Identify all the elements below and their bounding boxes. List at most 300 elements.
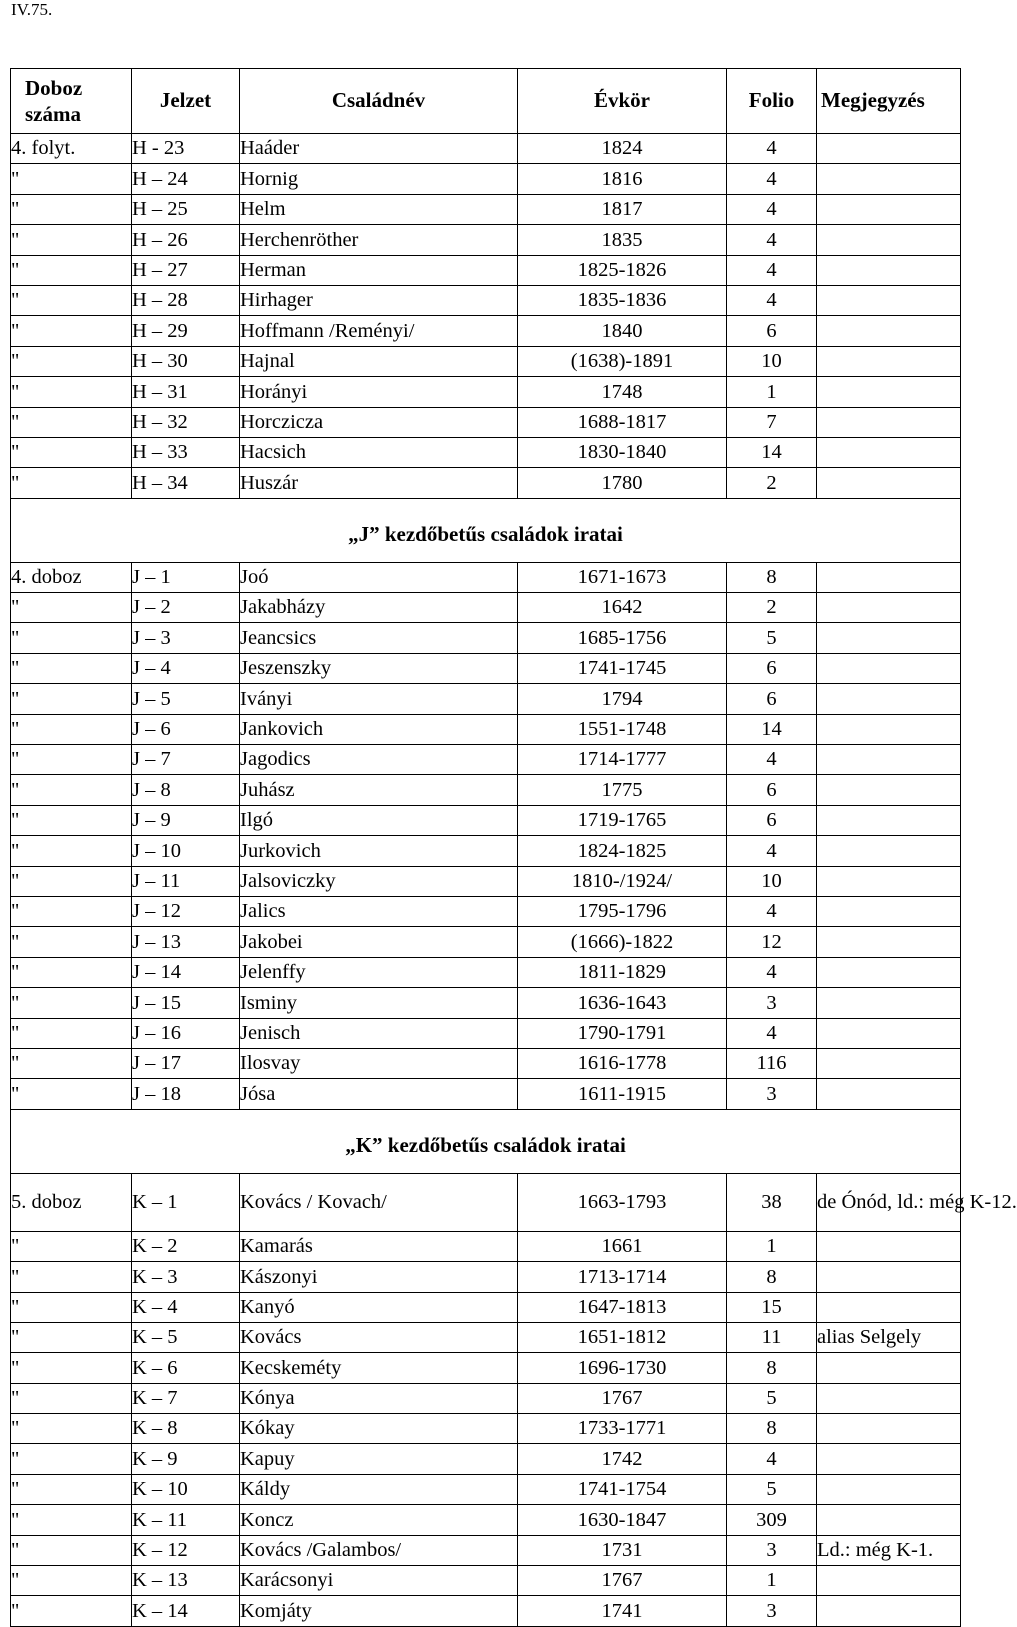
evkor-cell: 1780	[518, 468, 727, 498]
section-heading: „K” kezdőbetűs családok iratai	[11, 1109, 961, 1173]
csaladnev-cell: Kovács /Galambos/	[240, 1535, 518, 1565]
jelzet-cell: J – 16	[132, 1018, 240, 1048]
table-row	[11, 1262, 961, 1292]
csaladnev-cell: Jalics	[240, 896, 518, 926]
section-heading: „J” kezdőbetűs családok iratai	[11, 498, 961, 562]
doboz-cell: "	[11, 1231, 132, 1261]
folio-cell: 1	[727, 377, 817, 407]
table-row	[11, 1018, 961, 1048]
folio-cell: 4	[727, 1018, 817, 1048]
csaladnev-cell: Kovács	[240, 1322, 518, 1352]
folio-cell: 6	[727, 805, 817, 835]
col-header-megjegyzes: Megjegyzés	[817, 69, 961, 134]
jelzet-cell: H – 28	[132, 285, 240, 315]
jelzet-cell: J – 4	[132, 653, 240, 683]
megjegyzes-cell	[817, 407, 961, 437]
folio-cell: 15	[727, 1292, 817, 1322]
csaladnev-cell: Kovács / Kovach/	[240, 1173, 518, 1231]
folio-cell: 4	[727, 225, 817, 255]
doboz-cell: "	[11, 623, 132, 653]
table-row	[11, 164, 961, 194]
doboz-cell: "	[11, 1262, 132, 1292]
evkor-cell: 1630-1847	[518, 1505, 727, 1535]
evkor-cell: 1719-1765	[518, 805, 727, 835]
doboz-cell: "	[11, 285, 132, 315]
evkor-cell: (1638)-1891	[518, 346, 727, 376]
jelzet-cell: K – 12	[132, 1535, 240, 1565]
folio-cell: 4	[727, 134, 817, 164]
csaladnev-cell: Juhász	[240, 775, 518, 805]
doboz-cell: "	[11, 805, 132, 835]
evkor-cell: 1651-1812	[518, 1322, 727, 1352]
folio-cell: 6	[727, 316, 817, 346]
csaladnev-cell: Herchenröther	[240, 225, 518, 255]
table-row	[11, 623, 961, 653]
doboz-cell: "	[11, 1353, 132, 1383]
doboz-cell: "	[11, 684, 132, 714]
megjegyzes-cell	[817, 1414, 961, 1444]
evkor-cell: 1748	[518, 377, 727, 407]
evkor-cell: 1824	[518, 134, 727, 164]
jelzet-cell: J – 14	[132, 957, 240, 987]
doboz-cell: "	[11, 1596, 132, 1626]
jelzet-cell: J – 1	[132, 562, 240, 592]
doboz-cell: "	[11, 866, 132, 896]
table-row	[11, 1322, 961, 1352]
jelzet-cell: J – 11	[132, 866, 240, 896]
table-row	[11, 562, 961, 592]
megjegyzes-cell	[817, 1566, 961, 1596]
csaladnev-cell: Jalsoviczky	[240, 866, 518, 896]
doboz-cell: "	[11, 1505, 132, 1535]
csaladnev-cell: Jurkovich	[240, 836, 518, 866]
megjegyzes-cell	[817, 377, 961, 407]
evkor-cell: 1685-1756	[518, 623, 727, 653]
doboz-cell: "	[11, 1444, 132, 1474]
jelzet-cell: K – 1	[132, 1173, 240, 1231]
jelzet-cell: K – 10	[132, 1474, 240, 1504]
table-row	[11, 1566, 961, 1596]
evkor-cell: 1742	[518, 1444, 727, 1474]
folio-cell: 11	[727, 1322, 817, 1352]
folio-cell: 4	[727, 194, 817, 224]
doboz-cell: "	[11, 1292, 132, 1322]
jelzet-cell: H – 26	[132, 225, 240, 255]
jelzet-cell: J – 9	[132, 805, 240, 835]
doboz-cell: "	[11, 745, 132, 775]
csaladnev-cell: Kónya	[240, 1383, 518, 1413]
megjegyzes-cell	[817, 1048, 961, 1078]
megjegyzes-cell	[817, 684, 961, 714]
folio-cell: 4	[727, 255, 817, 285]
folio-cell: 4	[727, 285, 817, 315]
table-row	[11, 407, 961, 437]
jelzet-cell: H – 27	[132, 255, 240, 285]
table-row	[11, 255, 961, 285]
doboz-cell: "	[11, 988, 132, 1018]
table-row	[11, 896, 961, 926]
evkor-cell: 1825-1826	[518, 255, 727, 285]
megjegyzes-cell	[817, 896, 961, 926]
evkor-cell: 1696-1730	[518, 1353, 727, 1383]
doboz-cell: "	[11, 1566, 132, 1596]
csaladnev-cell: Jelenffy	[240, 957, 518, 987]
col-header-evkor: Évkör	[518, 69, 727, 134]
table-row	[11, 468, 961, 498]
csaladnev-cell: Jeszenszky	[240, 653, 518, 683]
csaladnev-cell: Ilgó	[240, 805, 518, 835]
jelzet-cell: H - 23	[132, 134, 240, 164]
table-row	[11, 1505, 961, 1535]
folio-cell: 2	[727, 593, 817, 623]
megjegyzes-cell	[817, 194, 961, 224]
csaladnev-cell: Jankovich	[240, 714, 518, 744]
table-row	[11, 684, 961, 714]
folio-cell: 4	[727, 1444, 817, 1474]
doboz-cell: "	[11, 896, 132, 926]
folio-cell: 10	[727, 866, 817, 896]
doboz-cell: "	[11, 377, 132, 407]
evkor-cell: 1816	[518, 164, 727, 194]
doboz-cell: "	[11, 164, 132, 194]
csaladnev-cell: Ilosvay	[240, 1048, 518, 1078]
folio-cell: 1	[727, 1566, 817, 1596]
doboz-cell: "	[11, 255, 132, 285]
doboz-cell: "	[11, 836, 132, 866]
col-header-doboz: Doboz száma	[11, 69, 132, 134]
doboz-cell: "	[11, 407, 132, 437]
megjegyzes-cell: alias Selgely	[817, 1322, 961, 1352]
table-row	[11, 1444, 961, 1474]
evkor-cell: 1767	[518, 1383, 727, 1413]
megjegyzes-cell	[817, 988, 961, 1018]
megjegyzes-cell	[817, 745, 961, 775]
csaladnev-cell: Herman	[240, 255, 518, 285]
megjegyzes-cell	[817, 775, 961, 805]
jelzet-cell: K – 9	[132, 1444, 240, 1474]
section-heading-row	[11, 498, 961, 562]
megjegyzes-cell	[817, 1262, 961, 1292]
page-number: IV.75.	[11, 0, 53, 19]
jelzet-cell: J – 15	[132, 988, 240, 1018]
csaladnev-cell: Jeancsics	[240, 623, 518, 653]
folio-cell: 309	[727, 1505, 817, 1535]
folio-cell: 1	[727, 1231, 817, 1261]
megjegyzes-cell: de Ónód, ld.: még K-12.	[817, 1173, 961, 1231]
table-row	[11, 1383, 961, 1413]
folio-cell: 6	[727, 684, 817, 714]
jelzet-cell: H – 30	[132, 346, 240, 376]
megjegyzes-cell	[817, 346, 961, 376]
jelzet-cell: H – 24	[132, 164, 240, 194]
folio-cell: 3	[727, 1596, 817, 1626]
folio-cell: 8	[727, 1262, 817, 1292]
folio-cell: 2	[727, 468, 817, 498]
csaladnev-cell: Karácsonyi	[240, 1566, 518, 1596]
col-header-csaladnev: Családnév	[240, 69, 518, 134]
jelzet-cell: J – 18	[132, 1079, 240, 1109]
folio-cell: 3	[727, 1535, 817, 1565]
table-row	[11, 714, 961, 744]
csaladnev-cell: Hirhager	[240, 285, 518, 315]
table-row	[11, 1596, 961, 1626]
evkor-cell: 1714-1777	[518, 745, 727, 775]
folio-cell: 12	[727, 927, 817, 957]
folio-cell: 6	[727, 653, 817, 683]
doboz-cell: "	[11, 1535, 132, 1565]
megjegyzes-cell	[817, 593, 961, 623]
evkor-cell: 1741	[518, 1596, 727, 1626]
table-row	[11, 1079, 961, 1109]
megjegyzes-cell	[817, 623, 961, 653]
col-header-folio: Folio	[727, 69, 817, 134]
csaladnev-cell: Jakobei	[240, 927, 518, 957]
megjegyzes-cell	[817, 1353, 961, 1383]
megjegyzes-cell	[817, 1474, 961, 1504]
megjegyzes-cell	[817, 1292, 961, 1322]
megjegyzes-cell	[817, 836, 961, 866]
table-row	[11, 285, 961, 315]
jelzet-cell: K – 11	[132, 1505, 240, 1535]
megjegyzes-cell	[817, 1596, 961, 1626]
csaladnev-cell: Jósa	[240, 1079, 518, 1109]
evkor-cell: 1642	[518, 593, 727, 623]
jelzet-cell: H – 33	[132, 437, 240, 467]
csaladnev-cell: Kanyó	[240, 1292, 518, 1322]
catalog-table	[10, 68, 1017, 1627]
megjegyzes-cell	[817, 1231, 961, 1261]
col-header-jelzet: Jelzet	[132, 69, 240, 134]
megjegyzes-cell	[817, 468, 961, 498]
folio-cell: 3	[727, 988, 817, 1018]
csaladnev-cell: Hacsich	[240, 437, 518, 467]
megjegyzes-cell	[817, 1018, 961, 1048]
megjegyzes-cell	[817, 437, 961, 467]
evkor-cell: 1811-1829	[518, 957, 727, 987]
folio-cell: 10	[727, 346, 817, 376]
megjegyzes-cell	[817, 225, 961, 255]
megjegyzes-cell	[817, 285, 961, 315]
csaladnev-cell: Joó	[240, 562, 518, 592]
csaladnev-cell: Káldy	[240, 1474, 518, 1504]
evkor-cell: 1616-1778	[518, 1048, 727, 1078]
jelzet-cell: K – 6	[132, 1353, 240, 1383]
evkor-cell: 1647-1813	[518, 1292, 727, 1322]
doboz-cell: 5. doboz	[11, 1173, 132, 1231]
csaladnev-cell: Hornig	[240, 164, 518, 194]
table-row	[11, 745, 961, 775]
table-row	[11, 1231, 961, 1261]
megjegyzes-cell	[817, 1444, 961, 1474]
doboz-cell: "	[11, 225, 132, 255]
megjegyzes-cell	[817, 927, 961, 957]
evkor-cell: 1611-1915	[518, 1079, 727, 1109]
evkor-cell: 1824-1825	[518, 836, 727, 866]
evkor-cell: 1661	[518, 1231, 727, 1261]
megjegyzes-cell	[817, 1505, 961, 1535]
folio-cell: 4	[727, 745, 817, 775]
doboz-cell: "	[11, 593, 132, 623]
jelzet-cell: K – 5	[132, 1322, 240, 1352]
section-heading-row	[11, 1109, 961, 1173]
jelzet-cell: J – 3	[132, 623, 240, 653]
evkor-cell: 1817	[518, 194, 727, 224]
doboz-cell: "	[11, 346, 132, 376]
table-row	[11, 194, 961, 224]
jelzet-cell: K – 14	[132, 1596, 240, 1626]
table-row	[11, 377, 961, 407]
csaladnev-cell: Kecskeméty	[240, 1353, 518, 1383]
jelzet-cell: J – 17	[132, 1048, 240, 1078]
megjegyzes-cell	[817, 164, 961, 194]
doboz-cell: "	[11, 1079, 132, 1109]
folio-cell: 7	[727, 407, 817, 437]
table-row	[11, 957, 961, 987]
doboz-cell: "	[11, 1018, 132, 1048]
jelzet-cell: K – 4	[132, 1292, 240, 1322]
doboz-cell: "	[11, 714, 132, 744]
megjegyzes-cell	[817, 1079, 961, 1109]
evkor-cell: 1731	[518, 1535, 727, 1565]
csaladnev-cell: Horczicza	[240, 407, 518, 437]
jelzet-cell: J – 2	[132, 593, 240, 623]
evkor-cell: 1794	[518, 684, 727, 714]
table-row	[11, 1173, 961, 1231]
doboz-cell: "	[11, 775, 132, 805]
evkor-cell: 1741-1745	[518, 653, 727, 683]
evkor-cell: 1835	[518, 225, 727, 255]
evkor-cell: 1741-1754	[518, 1474, 727, 1504]
folio-cell: 8	[727, 1353, 817, 1383]
jelzet-cell: J – 6	[132, 714, 240, 744]
megjegyzes-cell	[817, 255, 961, 285]
csaladnev-cell: Hajnal	[240, 346, 518, 376]
evkor-cell: 1733-1771	[518, 1414, 727, 1444]
doboz-cell: "	[11, 927, 132, 957]
jelzet-cell: K – 13	[132, 1566, 240, 1596]
jelzet-cell: K – 7	[132, 1383, 240, 1413]
doboz-cell: "	[11, 653, 132, 683]
megjegyzes-cell	[817, 134, 961, 164]
jelzet-cell: H – 34	[132, 468, 240, 498]
table-row	[11, 134, 961, 164]
evkor-cell: 1795-1796	[518, 896, 727, 926]
jelzet-cell: H – 25	[132, 194, 240, 224]
csaladnev-cell: Kapuy	[240, 1444, 518, 1474]
table-row	[11, 346, 961, 376]
evkor-cell: 1713-1714	[518, 1262, 727, 1292]
evkor-cell: 1551-1748	[518, 714, 727, 744]
folio-cell: 38	[727, 1173, 817, 1231]
table-row	[11, 1474, 961, 1504]
jelzet-cell: J – 5	[132, 684, 240, 714]
folio-cell: 5	[727, 1474, 817, 1504]
folio-cell: 8	[727, 562, 817, 592]
evkor-cell: 1835-1836	[518, 285, 727, 315]
folio-cell: 4	[727, 896, 817, 926]
jelzet-cell: K – 3	[132, 1262, 240, 1292]
csaladnev-cell: Horányi	[240, 377, 518, 407]
doboz-cell: 4. doboz	[11, 562, 132, 592]
megjegyzes-cell: Ld.: még K-1.	[817, 1535, 961, 1565]
evkor-cell: 1775	[518, 775, 727, 805]
jelzet-cell: J – 8	[132, 775, 240, 805]
jelzet-cell: J – 13	[132, 927, 240, 957]
doboz-cell: "	[11, 1474, 132, 1504]
table-row	[11, 225, 961, 255]
table-row	[11, 593, 961, 623]
folio-cell: 14	[727, 714, 817, 744]
jelzet-cell: J – 10	[132, 836, 240, 866]
table-row	[11, 1535, 961, 1565]
jelzet-cell: H – 31	[132, 377, 240, 407]
jelzet-cell: J – 12	[132, 896, 240, 926]
evkor-cell: 1767	[518, 1566, 727, 1596]
doboz-cell: "	[11, 468, 132, 498]
table-row	[11, 1048, 961, 1078]
table-row	[11, 836, 961, 866]
evkor-cell: 1636-1643	[518, 988, 727, 1018]
table-row	[11, 866, 961, 896]
jelzet-cell: H – 29	[132, 316, 240, 346]
evkor-cell: 1830-1840	[518, 437, 727, 467]
folio-cell: 3	[727, 1079, 817, 1109]
csaladnev-cell: Iványi	[240, 684, 518, 714]
table-row	[11, 775, 961, 805]
csaladnev-cell: Jakabházy	[240, 593, 518, 623]
doboz-cell: "	[11, 957, 132, 987]
evkor-cell: (1666)-1822	[518, 927, 727, 957]
csaladnev-cell: Komjáty	[240, 1596, 518, 1626]
doboz-cell: "	[11, 1383, 132, 1413]
doboz-cell: "	[11, 316, 132, 346]
folio-cell: 4	[727, 957, 817, 987]
evkor-cell: 1688-1817	[518, 407, 727, 437]
csaladnev-cell: Koncz	[240, 1505, 518, 1535]
table-row	[11, 437, 961, 467]
csaladnev-cell: Hoffmann /Reményi/	[240, 316, 518, 346]
table-row	[11, 988, 961, 1018]
evkor-cell: 1663-1793	[518, 1173, 727, 1231]
folio-cell: 4	[727, 164, 817, 194]
folio-cell: 14	[727, 437, 817, 467]
folio-cell: 5	[727, 1383, 817, 1413]
megjegyzes-cell	[817, 805, 961, 835]
csaladnev-cell: Haáder	[240, 134, 518, 164]
table-row	[11, 1353, 961, 1383]
megjegyzes-cell	[817, 1383, 961, 1413]
csaladnev-cell: Kókay	[240, 1414, 518, 1444]
megjegyzes-cell	[817, 866, 961, 896]
folio-cell: 8	[727, 1414, 817, 1444]
csaladnev-cell: Jenisch	[240, 1018, 518, 1048]
evkor-cell: 1671-1673	[518, 562, 727, 592]
doboz-cell: "	[11, 194, 132, 224]
csaladnev-cell: Jagodics	[240, 745, 518, 775]
table-row	[11, 805, 961, 835]
jelzet-cell: K – 8	[132, 1414, 240, 1444]
table-row	[11, 653, 961, 683]
evkor-cell: 1840	[518, 316, 727, 346]
table-row	[11, 1414, 961, 1444]
megjegyzes-cell	[817, 653, 961, 683]
doboz-cell: "	[11, 1048, 132, 1078]
folio-cell: 5	[727, 623, 817, 653]
folio-cell: 116	[727, 1048, 817, 1078]
evkor-cell: 1810-/1924/	[518, 866, 727, 896]
evkor-cell: 1790-1791	[518, 1018, 727, 1048]
jelzet-cell: J – 7	[132, 745, 240, 775]
